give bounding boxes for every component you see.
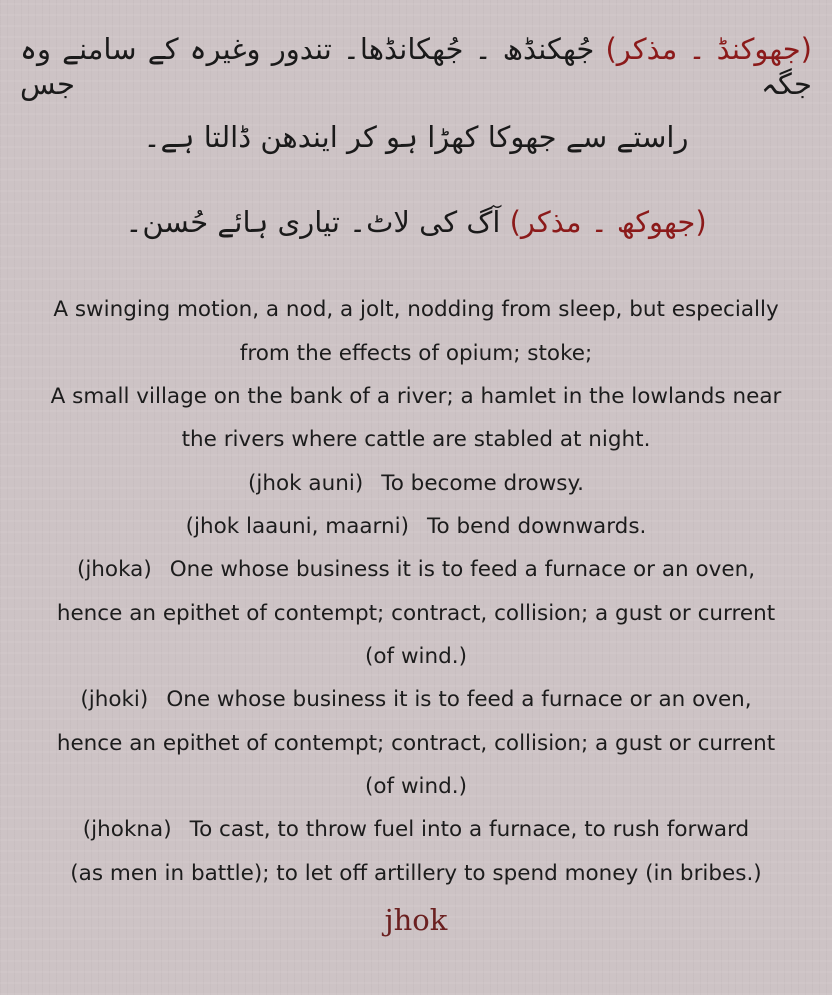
derived-definition: One whose business it is to feed a furnace or an oven, — [166, 687, 752, 712]
phrase-jhok-laauni — [0, 514, 832, 539]
definition-1-line-2: from the effects of opium; stoke; — [239, 341, 593, 366]
derived-term: (jhokna) — [82, 817, 172, 842]
phrase-jhok-auni — [0, 471, 832, 496]
derived-definition: To cast, to throw fuel into a furnace, to rush forward — [189, 817, 750, 842]
definition-2-line-2: the rivers where cattle are stabled at night. — [181, 427, 651, 452]
phrase-definition: To become drowsy. — [381, 471, 584, 496]
derived-jhoka-line-3: (of wind.) — [365, 644, 467, 669]
derived-jhokna-line-1 — [0, 817, 832, 842]
phrase-term: (jhok laauni, maarni) — [185, 514, 409, 539]
headword: jhok — [384, 903, 448, 937]
derived-term: (jhoka) — [76, 557, 152, 582]
derived-definition: One whose business it is to feed a furnace or an oven, — [169, 557, 756, 582]
derived-jhoki-line-2: hence an epithet of contempt; contract, collision; a gust or current — [56, 731, 776, 756]
derived-jhoka-line-2: hence an epithet of contempt; contract, collision; a gust or current — [56, 601, 776, 626]
urdu-definition-line-1 — [20, 32, 812, 102]
derived-jhokna-line-2: (as men in battle); to let off artillery to spend money (in bribes.) — [70, 861, 762, 886]
derived-jhoki-line-1 — [0, 687, 832, 712]
definition-1-line-1: A swinging motion, a nod, a jolt, nodding from sleep, but especially — [53, 297, 779, 322]
urdu-grammar-tag: (جھوکھ ۔ مذکر) — [509, 205, 707, 239]
urdu-text: راستے سے جھوکا کھڑا ہو کر ایندھن ڈالتا ہے۔ — [143, 120, 689, 154]
urdu-grammar-tag: (جھوکنڈ ۔ مذکر) — [605, 32, 812, 66]
urdu-definition-line-3 — [20, 205, 812, 240]
derived-jhoki-line-3: (of wind.) — [365, 774, 467, 799]
urdu-text: آگ کی لاٹ۔ تیاری ہائے حُسن۔ — [125, 205, 501, 239]
derived-jhoka-line-1 — [0, 557, 832, 582]
urdu-definition-line-2 — [20, 120, 812, 155]
urdu-text: جُھکنڈھ ۔ جُھکانڈھا۔ تندور وغیرہ کے سامنے وہ جگہ جس — [20, 32, 812, 101]
derived-term: (jhoki) — [80, 687, 149, 712]
phrase-definition: To bend downwards. — [427, 514, 647, 539]
phrase-term: (jhok auni) — [248, 471, 364, 496]
definition-2-line-1: A small village on the bank of a river; a hamlet in the lowlands near — [50, 384, 782, 409]
